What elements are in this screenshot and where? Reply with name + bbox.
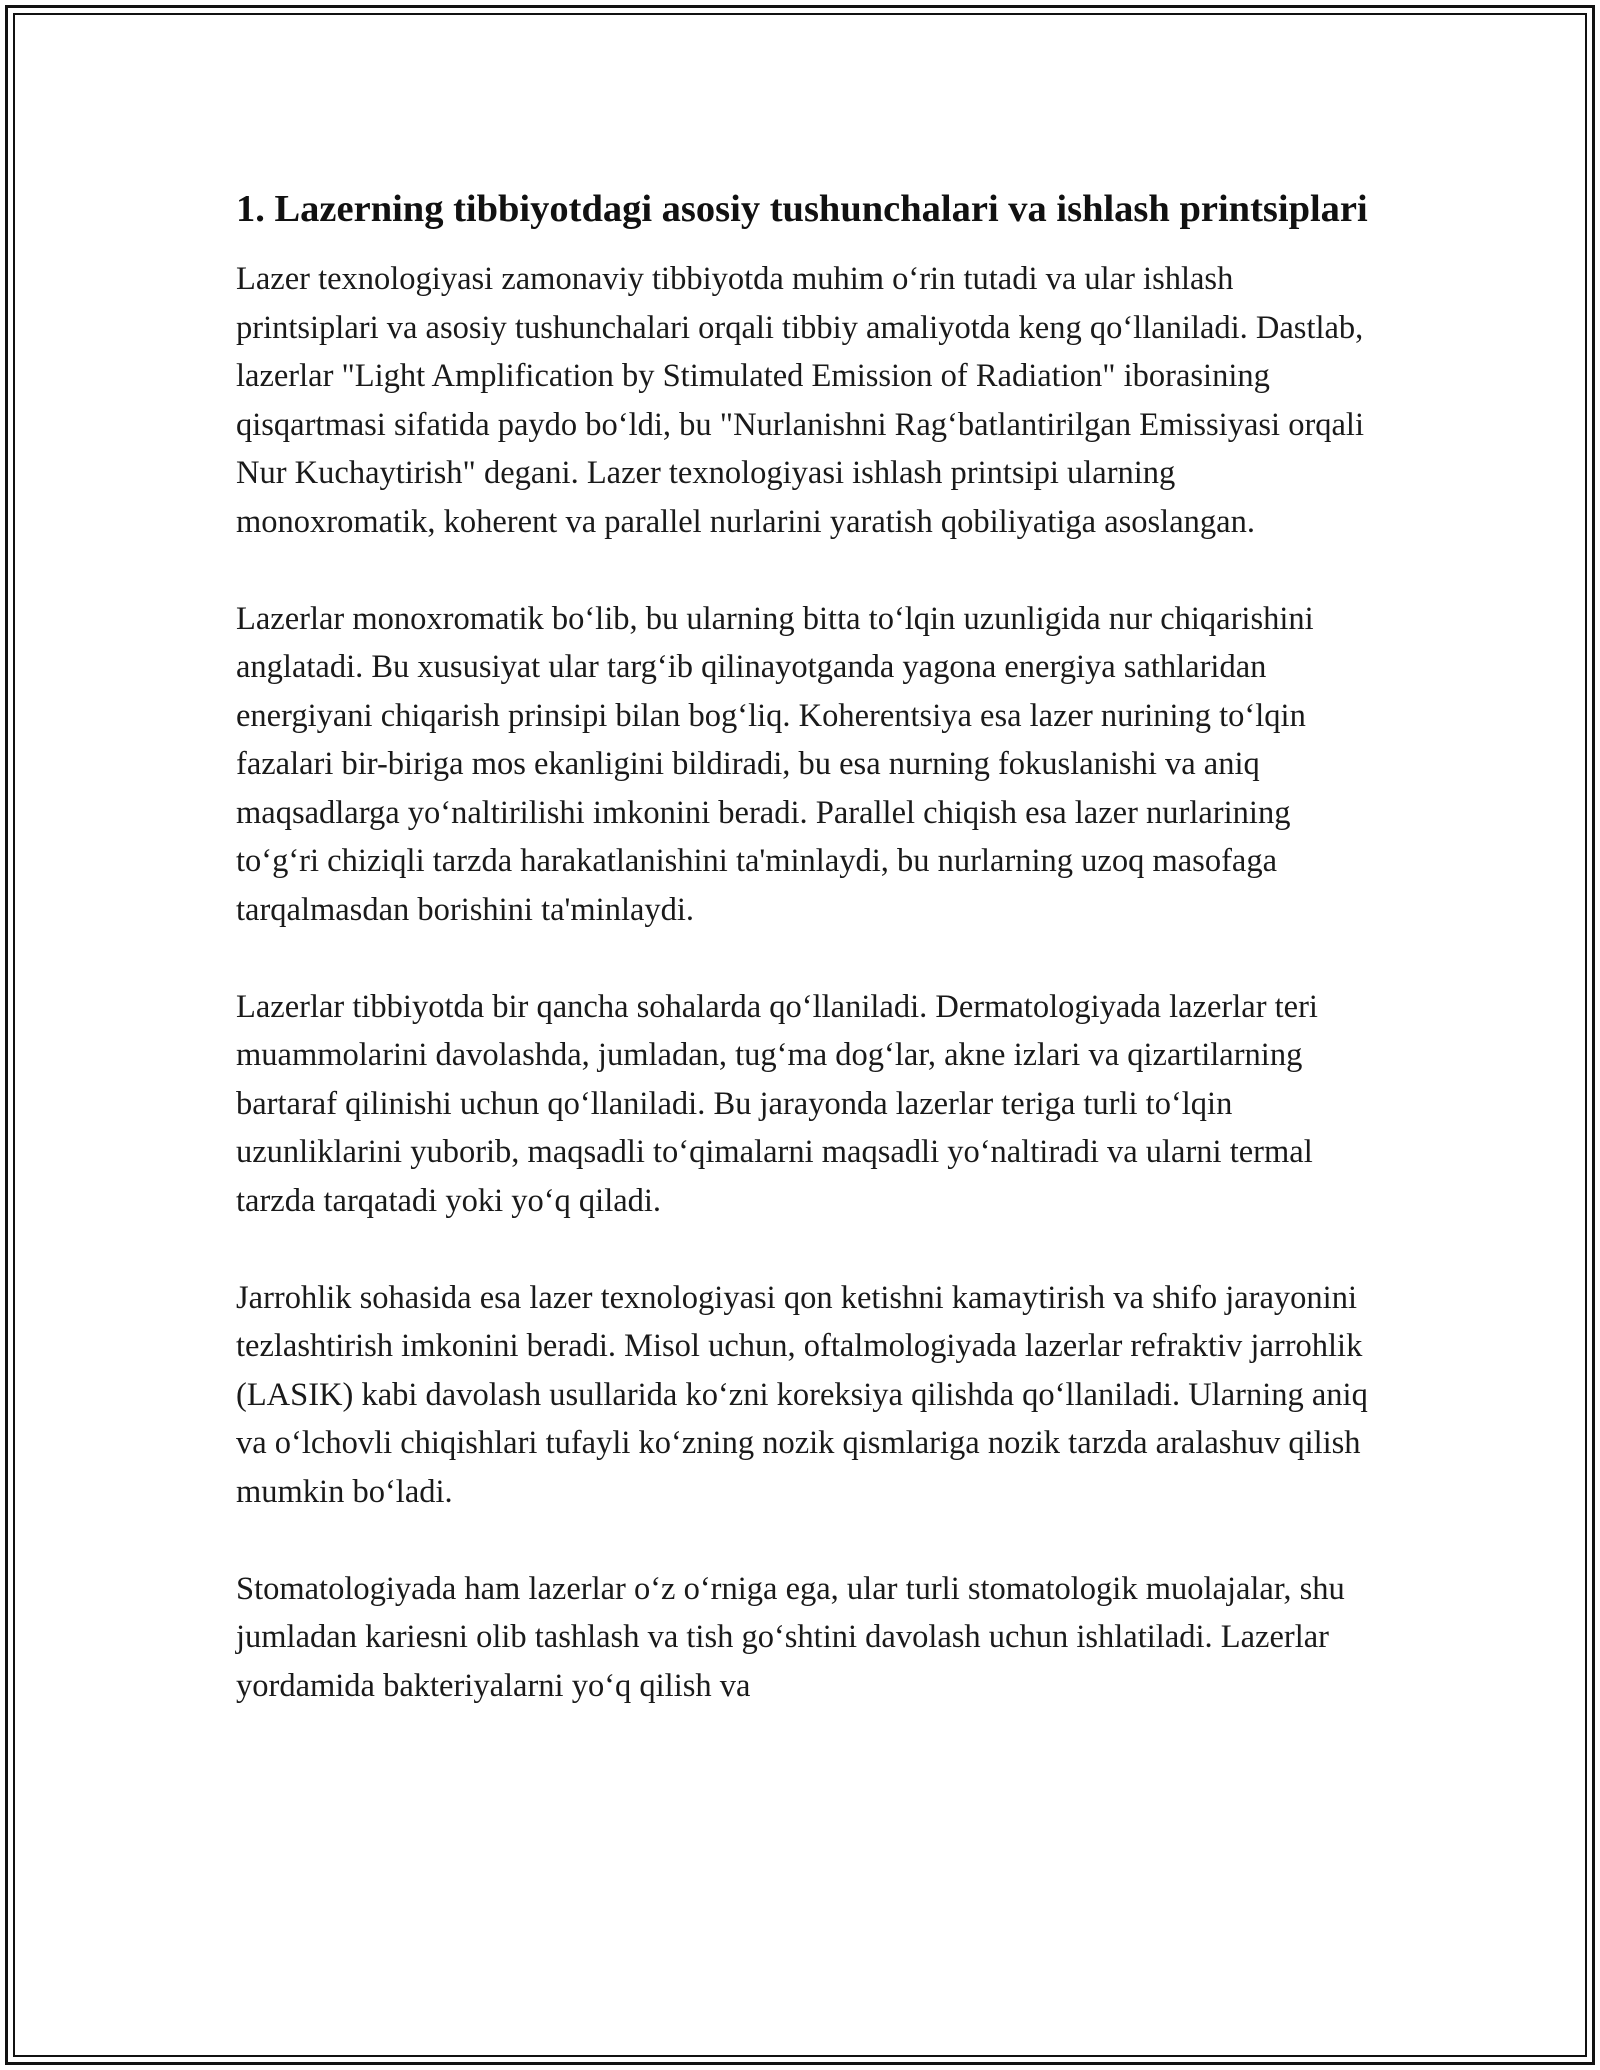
- paragraph-2: Lazerlar monoxromatik bo‘lib, bu ularning bitta to‘lqin uzunligida nur chiqarishini anglatadi. Bu xususiyat ular targ‘ib qilinayotganda yagona energiya sathlaridan energiyani chiqarish prinsipi bilan bog‘liq. Koherentsiya esa lazer nurining to‘lqin fazalari bir-biriga mos ekanligini bildiradi, bu esa nurning fokuslanishi va aniq maqsadlarga yo‘naltirilishi imkonini beradi. Parallel chiqish esa lazer nurlarining to‘g‘ri chiziqli tarzda harakatlanishini ta'minlaydi, bu nurlarning uzoq masofaga tarqalmasdan borishini ta'minlaydi.: [236, 600, 1314, 928]
- paragraph-4: Jarrohlik sohasida esa lazer texnologiyasi qon ketishni kamaytirish va shifo jarayonini tezlashtirish imkonini beradi. Misol uchun, oftalmologiyada lazerlar refraktiv jarrohlik (LASIK) kabi davolash usullarida ko‘zni koreksiya qilishda qo‘llaniladi. Ularning aniq va o‘lchovli chiqishlari tufayli ko‘zning nozik qismlariga nozik tarzda aralashuv qilish mumkin bo‘ladi.: [236, 1279, 1368, 1510]
- document-body: [236, 185, 1376, 1710]
- section-heading: 1. Lazerning tibbiyotdagi asosiy tushunchalari va ishlash printsiplari: [236, 188, 1368, 230]
- paragraph-1: Lazer texnologiyasi zamonaviy tibbiyotda muhim o‘rin tutadi va ular ishlash printsiplari va asosiy tushunchalari orqali tibbiy amaliyotda keng qo‘llaniladi. Dastlab, lazerlar "Light Amplification by Stimulated Emission of Radiation" iborasining qisqartmasi sifatida paydo bo‘ldi, bu "Nurlanishni Rag‘batlantirilgan Emissiyasi orqali Nur Kuchaytirish" degani. Lazer texnologiyasi ishlash printsipi ularning monoxromatik, koherent va parallel nurlarini yaratish qobiliyatiga asoslangan.: [236, 261, 1364, 540]
- paragraph-5: Stomatologiyada ham lazerlar o‘z o‘rniga ega, ular turli stomatologik muolajalar, shu jumladan kariesni olib tashlash va tish go‘shtini davolash uchun ishlatiladi. Lazerlar yordamida bakteriyalarni yo‘q qilish va: [236, 1570, 1345, 1704]
- paragraph-3: Lazerlar tibbiyotda bir qancha sohalarda qo‘llaniladi. Dermatologiyada lazerlar teri muammolarini davolashda, jumladan, tug‘ma dog‘lar, akne izlari va qizartilarning bartaraf qilinishi uchun qo‘llaniladi. Bu jarayonda lazerlar teriga turli to‘lqin uzunliklarini yuborib, maqsadli to‘qimalarni maqsadli yo‘naltiradi va ularni termal tarzda tarqatadi yoki yo‘q qiladi.: [236, 988, 1318, 1219]
